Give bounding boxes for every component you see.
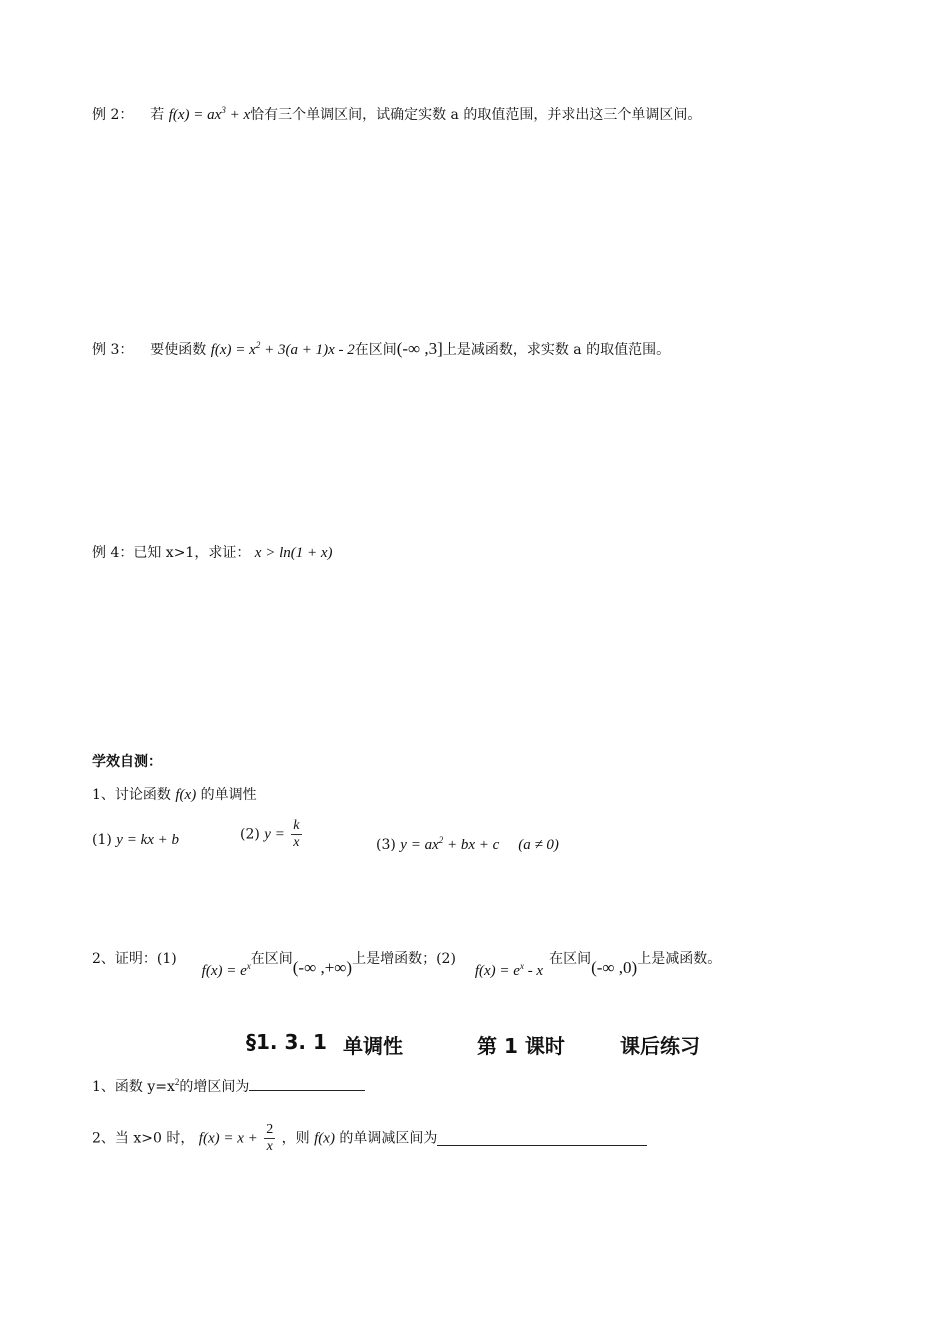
self-test-q2 (92, 944, 722, 979)
self-test-q1 (92, 785, 257, 805)
heading-topic: 单调性 (343, 1034, 403, 1058)
homework-q2-text-c: 的单调减区间为 (339, 1130, 438, 1147)
q2-formula-1: $f(x) = e^x$ (201, 961, 251, 979)
example-2-label: 例 2： (92, 107, 134, 123)
part2-label: (2) (240, 826, 260, 843)
example-4-formula: x > ln(1 + x) (254, 545, 333, 561)
q2-text-b: 上是增函数；(2) (352, 951, 456, 967)
homework-q1-text-a: 1、函数 $y=x^2$ (92, 1077, 180, 1095)
part1-label: (1) (92, 832, 112, 848)
example-2-prefix: 若 (150, 107, 165, 123)
homework-q2-text-b: ，则 (281, 1130, 310, 1147)
homework-q2-blank[interactable] (437, 1131, 647, 1146)
q2-mid-1: 在区间 (250, 951, 293, 967)
q2-text-a: 2、证明：(1) (92, 951, 177, 967)
q2-interval-1: (-∞ ,+∞) (292, 958, 353, 977)
part3-condition: (a ≠ 0) (518, 837, 559, 853)
homework-q2-fraction (264, 1122, 275, 1155)
example-3-mid: 在区间 (354, 342, 397, 358)
self-test-q1-text-a: 1、讨论函数 (92, 787, 171, 803)
homework-q2-text-a: 2、当 x>0 时， (92, 1130, 195, 1147)
homework-q2-f: f(x) (314, 1130, 335, 1147)
homework-q1-blank[interactable] (249, 1076, 365, 1091)
example-3-interval: (-∞ ,3] (396, 339, 443, 358)
example-2-formula: $f(x) = ax^3 + x$ (168, 105, 251, 123)
self-test-q1-text-b: 的单调性 (200, 787, 257, 803)
homework-q2-numerator: 2 (266, 1122, 274, 1137)
self-test-q1-part1 (92, 830, 179, 850)
part1-formula: y = kx + b (116, 832, 180, 848)
self-test-q1-part2 (240, 818, 304, 851)
part3-formula: $y = ax^2$ + bx + c (400, 835, 500, 853)
heading-lesson: 第 1 课时 (477, 1034, 565, 1058)
example-3-formula: $f(x) = x^2 + 3(a + 1)x - 2$ (210, 340, 355, 358)
example-3-prefix: 要使函数 (150, 342, 207, 358)
example-2 (92, 100, 701, 125)
homework-q2 (92, 1122, 647, 1155)
self-test-title: 学效自测： (92, 754, 162, 770)
example-3-label: 例 3： (92, 342, 134, 358)
example-3-text: 上是减函数，求实数 a 的取值范围。 (442, 342, 671, 358)
homework-q1-text-b: 的增区间为 (179, 1079, 250, 1095)
self-test-q1-formula: f(x) (175, 787, 197, 803)
q2-text-c: 上是减函数。 (637, 951, 722, 967)
part2-denominator: x (293, 835, 300, 850)
homework-q2-lhs: f(x) = x + (198, 1130, 258, 1147)
q2-mid-2: 在区间 (549, 951, 592, 967)
example-3 (92, 335, 670, 360)
part2-fraction (291, 818, 301, 851)
q2-formula-2: $f(x) = e^x - x$ (474, 961, 544, 979)
example-2-text: 恰有三个单调区间，试确定实数 a 的取值范围，并求出这三个单调区间。 (250, 107, 702, 123)
part2-numerator: k (293, 818, 300, 833)
homework-q1 (92, 1072, 365, 1097)
heading-type: 课后练习 (620, 1034, 700, 1058)
q2-interval-2: (-∞ ,0) (591, 958, 638, 977)
part3-label: (3) (376, 837, 396, 853)
example-4-label: 例 4：已知 x>1，求证： (92, 545, 251, 561)
self-test-q1-part3 (376, 830, 559, 855)
part2-lhs: y = (264, 826, 285, 843)
homework-q2-denominator: x (264, 1138, 275, 1155)
example-4 (92, 543, 333, 563)
heading-section: §1. 3. 1 (246, 1030, 327, 1054)
